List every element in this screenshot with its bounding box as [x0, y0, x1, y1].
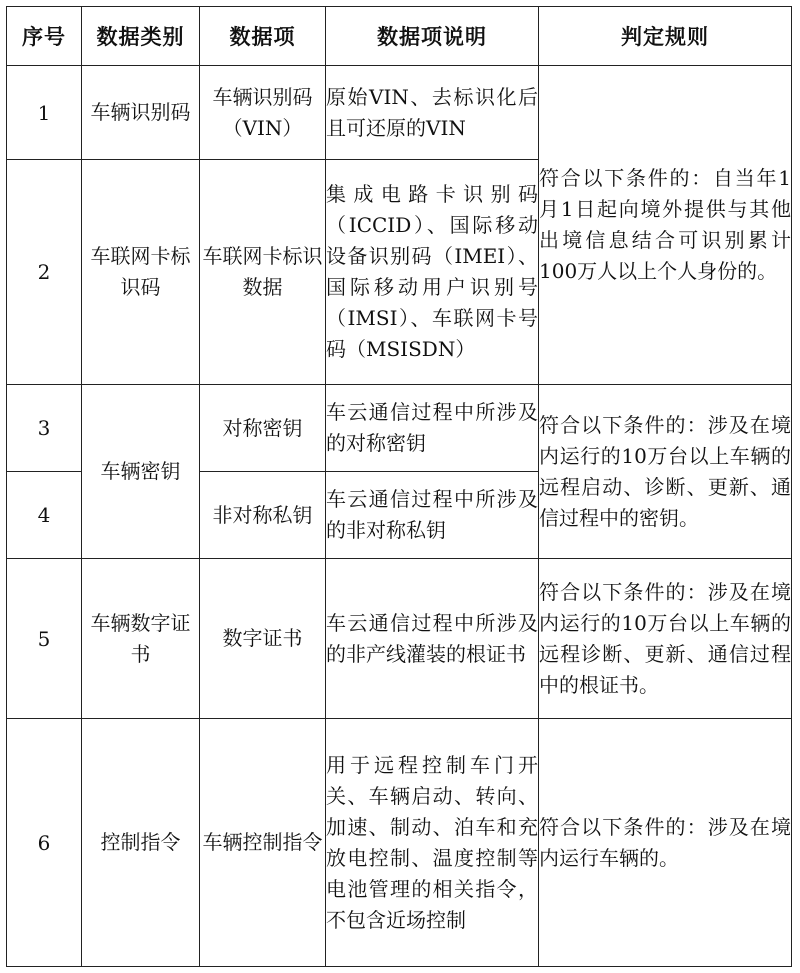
row-category — [82, 719, 200, 967]
header-no: 序号 — [7, 7, 82, 66]
category-text: 车辆识别码 — [90, 100, 191, 124]
item-text: 非对称私钥 — [212, 502, 313, 527]
table-row — [7, 66, 792, 160]
item-text: 车联网卡标识数据 — [202, 244, 323, 299]
table-header-row — [7, 7, 792, 66]
rule-text: 符合以下条件的：自当年1月1日起向境外提供与其他出境信息结合可识别累计100万人以上个人身份的。 — [539, 166, 791, 283]
rule-text: 符合以下条件的：涉及在境内运行的10万台以上车辆的远程启动、诊断、更新、通信过程中的密钥。 — [539, 412, 791, 530]
row-no: 4 — [7, 472, 82, 559]
row-no: 5 — [7, 559, 82, 719]
rule-cell — [539, 66, 792, 385]
row-category — [82, 559, 200, 719]
rule-text: 符合以下条件的：涉及在境内运行车辆的。 — [539, 814, 791, 870]
row-description — [326, 559, 539, 719]
rule-cell — [539, 385, 792, 559]
item-text: 车辆控制指令 — [202, 830, 323, 854]
rule-cell — [539, 719, 792, 967]
row-no: 3 — [7, 385, 82, 472]
header-item: 数据项 — [200, 7, 326, 66]
item-text: 车辆识别码（VIN） — [212, 84, 313, 140]
row-description — [326, 472, 539, 559]
description-text: 集成电路卡识别码（ICCID）、国际移动设备识别码（IMEI）、国际移动用户识别号（IMSI）、车联网卡号码（MSISDN） — [326, 182, 538, 361]
table-row — [7, 559, 792, 719]
rule-text: 符合以下条件的：涉及在境内运行的10万台以上车辆的远程诊断、更新、通信过程中的根证书。 — [539, 579, 791, 697]
description-text: 用于远程控制车门开关、车辆启动、转向、加速、制动、泊车和充放电控制、温度控制等电池管理的相关指令，不包含近场控制 — [326, 752, 538, 932]
row-item — [200, 719, 326, 967]
description-text: 原始VIN、去标识化后且可还原的VIN — [326, 84, 538, 140]
row-category — [82, 160, 200, 385]
category-text: 车辆数字证书 — [90, 610, 191, 666]
row-no: 2 — [7, 160, 82, 385]
rule-cell — [539, 559, 792, 719]
row-item — [200, 385, 326, 472]
row-category — [82, 66, 200, 160]
row-no: 6 — [7, 719, 82, 967]
item-text: 对称密钥 — [222, 415, 303, 440]
header-category: 数据类别 — [82, 7, 200, 66]
row-description — [326, 66, 539, 160]
row-description — [326, 160, 539, 385]
item-text: 数字证书 — [222, 626, 303, 650]
row-item — [200, 160, 326, 385]
row-item — [200, 66, 326, 160]
row-item — [200, 472, 326, 559]
table-row — [7, 719, 792, 967]
data-classification-table — [6, 6, 792, 967]
description-text: 车云通信过程中所涉及的非产线灌装的根证书 — [326, 610, 538, 666]
header-description: 数据项说明 — [326, 7, 539, 66]
description-text: 车云通信过程中所涉及的非对称私钥 — [326, 487, 538, 542]
row-description — [326, 385, 539, 472]
row-category — [82, 385, 200, 559]
row-description — [326, 719, 539, 967]
category-text: 车联网卡标识码 — [90, 244, 191, 299]
header-rule: 判定规则 — [539, 7, 792, 66]
row-item — [200, 559, 326, 719]
category-text: 控制指令 — [100, 830, 181, 854]
description-text: 车云通信过程中所涉及的对称密钥 — [326, 400, 538, 455]
row-no: 1 — [7, 66, 82, 160]
table-row — [7, 385, 792, 472]
category-text: 车辆密钥 — [100, 459, 181, 483]
